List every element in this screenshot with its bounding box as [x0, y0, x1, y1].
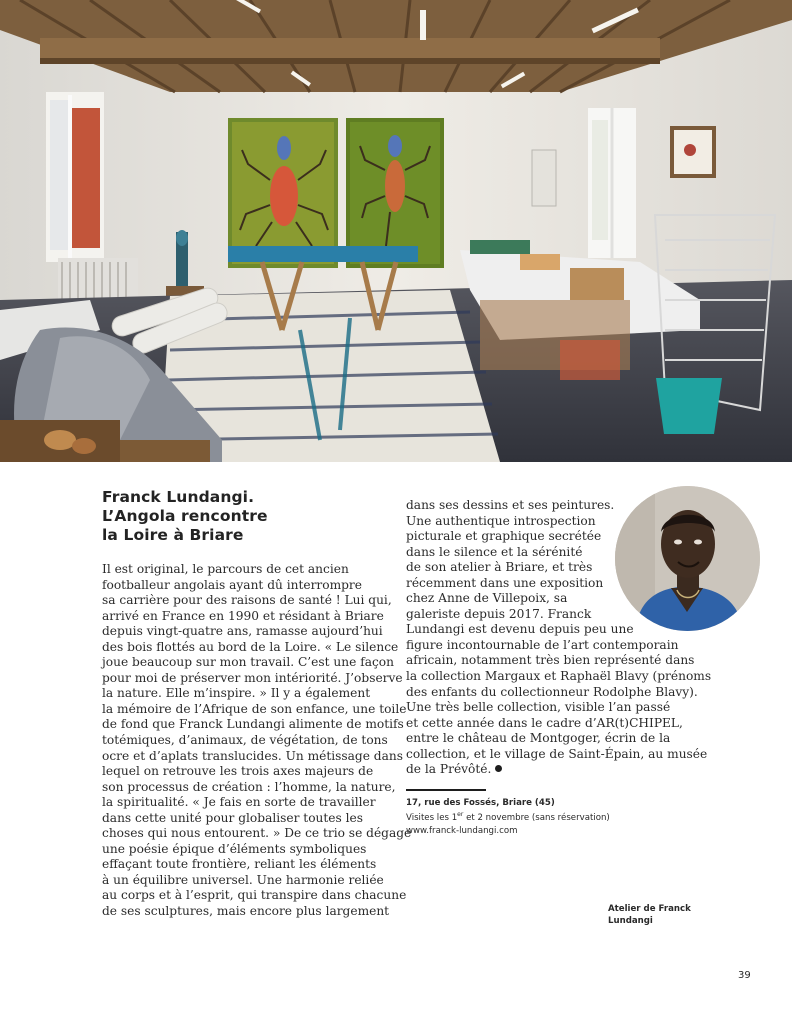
- headline-line: la Loire à Briare: [102, 526, 244, 544]
- studio-photo-illustration: [0, 0, 792, 462]
- text-line: sa carrière pour des raisons de santé ! Lui qui,: [102, 593, 392, 608]
- artist-portrait-illustration: [615, 486, 760, 631]
- text-line: dans cette unité pour globaliser toutes les: [102, 810, 363, 825]
- address: 17, rue des Fossés, Briare (45): [406, 798, 555, 808]
- text-line: des enfants du collectionneur Rodolphe Blavy).: [406, 684, 698, 699]
- studio-photo: [0, 0, 792, 462]
- text-line: joue beaucoup sur mon travail. C’est une façon: [102, 655, 394, 670]
- text-line: lequel on retrouve les trois axes majeurs de: [102, 764, 374, 779]
- website-link[interactable]: www.franck-lundangi.com: [406, 825, 518, 836]
- end-of-article-bullet-icon: [495, 765, 502, 772]
- info-divider: [406, 789, 486, 791]
- text-line-last: [406, 762, 706, 778]
- text-line: effaçant toute frontière, reliant les éléments: [102, 857, 377, 872]
- text-line: de son atelier à Briare, et très: [406, 560, 593, 575]
- text-line: totémiques, d’animaux, de végétation, de tons: [102, 733, 388, 748]
- text-line: au corps et à l’esprit, qui transpire dans chacune: [102, 888, 407, 903]
- text-line: figure incontournable de l’art contemporain: [406, 637, 679, 652]
- text-line: récemment dans une exposition: [406, 575, 604, 590]
- text-line: la collection Margaux et Raphaël Blavy (prénoms: [406, 669, 712, 684]
- visit-info: [406, 797, 666, 837]
- text-line: africain, notamment très bien représenté dans: [406, 653, 695, 668]
- visit-dates: [406, 809, 666, 824]
- text-line: footballeur angolais ayant dû interrompre: [102, 577, 362, 592]
- caption-line: Lundangi: [608, 915, 653, 926]
- article-headline: [102, 488, 392, 545]
- text-line: la nature. Elle m’inspire. » Il y a également: [102, 686, 371, 701]
- text-line: chez Anne de Villepoix, sa: [406, 591, 568, 606]
- artist-portrait: [615, 486, 760, 631]
- text-line: des bois flottés au bord de la Loire. « Le silence: [102, 639, 399, 654]
- text-line: son processus de création : l’homme, la nature,: [102, 779, 396, 794]
- text-line: et cette année dans le cadre d’AR(t)CHIPEL,: [406, 715, 683, 730]
- text-line: entre le château de Montgoger, écrin de la: [406, 731, 671, 746]
- text-line-end: de la Prévôté.: [406, 762, 492, 777]
- visit-dates-after: et 2 novembre (sans réservation): [463, 813, 610, 824]
- text-line: collection, et le village de Saint-Épain, au musée: [406, 746, 708, 761]
- photo-caption: [608, 904, 728, 927]
- text-line: Il est original, le parcours de cet ancien: [102, 562, 349, 576]
- text-line: Une authentique introspection: [406, 513, 596, 528]
- article-column-1: [102, 562, 412, 920]
- text-line: choses qui nous entourent. » De ce trio se dégage: [102, 826, 412, 841]
- text-line: ocre et d’aplats translucides. Un métissage dans: [102, 748, 403, 763]
- caption-line: Atelier de Franck: [608, 904, 691, 914]
- text-line: depuis vingt-quatre ans, ramasse aujourd’hui: [102, 624, 383, 639]
- headline-line: Franck Lundangi.: [102, 488, 255, 506]
- text-line: picturale et graphique secrétée: [406, 529, 602, 544]
- text-line: galeriste depuis 2017. Franck: [406, 606, 592, 621]
- headline-line: L’Angola rencontre: [102, 507, 268, 525]
- text-line: à un équilibre universel. Une harmonie reliée: [102, 872, 384, 887]
- text-line: pour moi de préserver mon intériorité. J’observe: [102, 670, 403, 685]
- text-line: arrivé en France en 1990 et résidant à Briare: [102, 608, 384, 623]
- visit-dates-before: Visites les 1: [406, 813, 458, 824]
- text-line: une poésie épique d’éléments symboliques: [102, 841, 367, 856]
- text-line: Une très belle collection, visible l’an passé: [406, 700, 671, 715]
- text-line: de ses sculptures, mais encore plus largement: [102, 904, 390, 919]
- text-line: dans ses dessins et ses peintures.: [406, 498, 615, 512]
- text-line: de fond que Franck Lundangi alimente de motifs: [102, 717, 404, 732]
- text-line: dans le silence et la sérénité: [406, 544, 583, 559]
- text-line: la mémoire de l’Afrique de son enfance, une toile: [102, 701, 407, 716]
- visit-dates-sup: er: [457, 811, 464, 819]
- page-number: 39: [738, 970, 751, 981]
- text-line: Lundangi est devenu depuis peu une: [406, 622, 634, 637]
- text-line: la spiritualité. « Je fais en sorte de travailler: [102, 795, 376, 810]
